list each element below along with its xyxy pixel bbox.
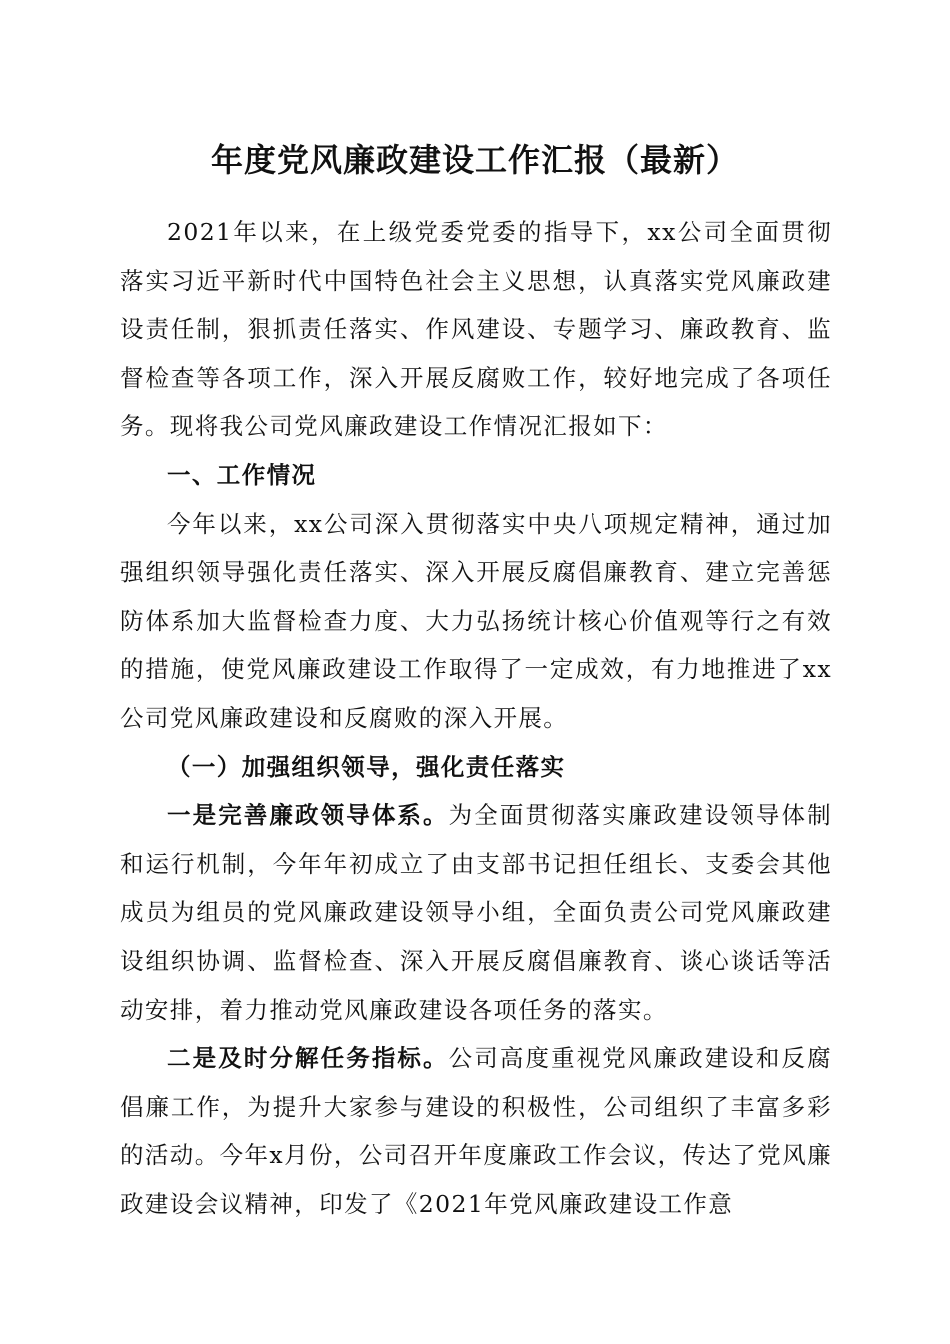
intro-paragraph: 2021年以来，在上级党委党委的指导下，xx公司全面贯彻落实习近平新时代中国特色社会主义思想，认真落实党风廉政建设责任制，狠抓责任落实、作风建设、专题学习、廉政教育、监督检查等各项工作，深入开展反腐败工作，较好地完成了各项任务。现将我公司党风廉政建设工作情况汇报如下：	[120, 218, 832, 441]
subsection-heading: （一）加强组织领导，强化责任落实	[167, 752, 566, 781]
point-2-text: 公司高度重视党风廉政建设和反腐倡廉工作，为提升大家参与建设的积极性，公司组织了丰富多彩的活动。今年x月份，公司召开年度廉政工作会议，传达了党风廉政建设会议精神，印发了《2021年党风廉政建设工作意	[120, 1044, 833, 1218]
section-paragraph: 今年以来，xx公司深入贯彻落实中央八项规定精神，通过加强组织领导强化责任落实、深入开展反腐倡廉教育、建立完善惩防体系加大监督检查力度、大力弘扬统计核心价值观等行之有效的措施，使党风廉政建设工作取得了一定成效，有力地推进了xx公司党风廉政建设和反腐败的深入开展。	[120, 509, 832, 732]
point-1-text: 为全面贯彻落实廉政建设领导体制和运行机制，今年年初成立了由支部书记担任组长、支委会其他成员为组员的党风廉政建设领导小组，全面负责公司党风廉政建设组织协调、监督检查、深入开展反腐倡廉教育、谈心谈话等活动安排，着力推动党风廉政建设各项任务的落实。	[120, 801, 833, 1024]
point-paragraph-2	[120, 1034, 832, 1228]
document-body	[120, 208, 832, 1228]
document-title: 年度党风廉政建设工作汇报（最新）	[210, 141, 739, 179]
section-heading-work-status: 一、工作情况	[167, 460, 317, 489]
point-paragraph-1	[120, 791, 832, 1034]
point-2-lead: 二是及时分解任务指标。	[167, 1044, 449, 1073]
point-1-lead: 一是完善廉政领导体系。	[167, 801, 449, 830]
